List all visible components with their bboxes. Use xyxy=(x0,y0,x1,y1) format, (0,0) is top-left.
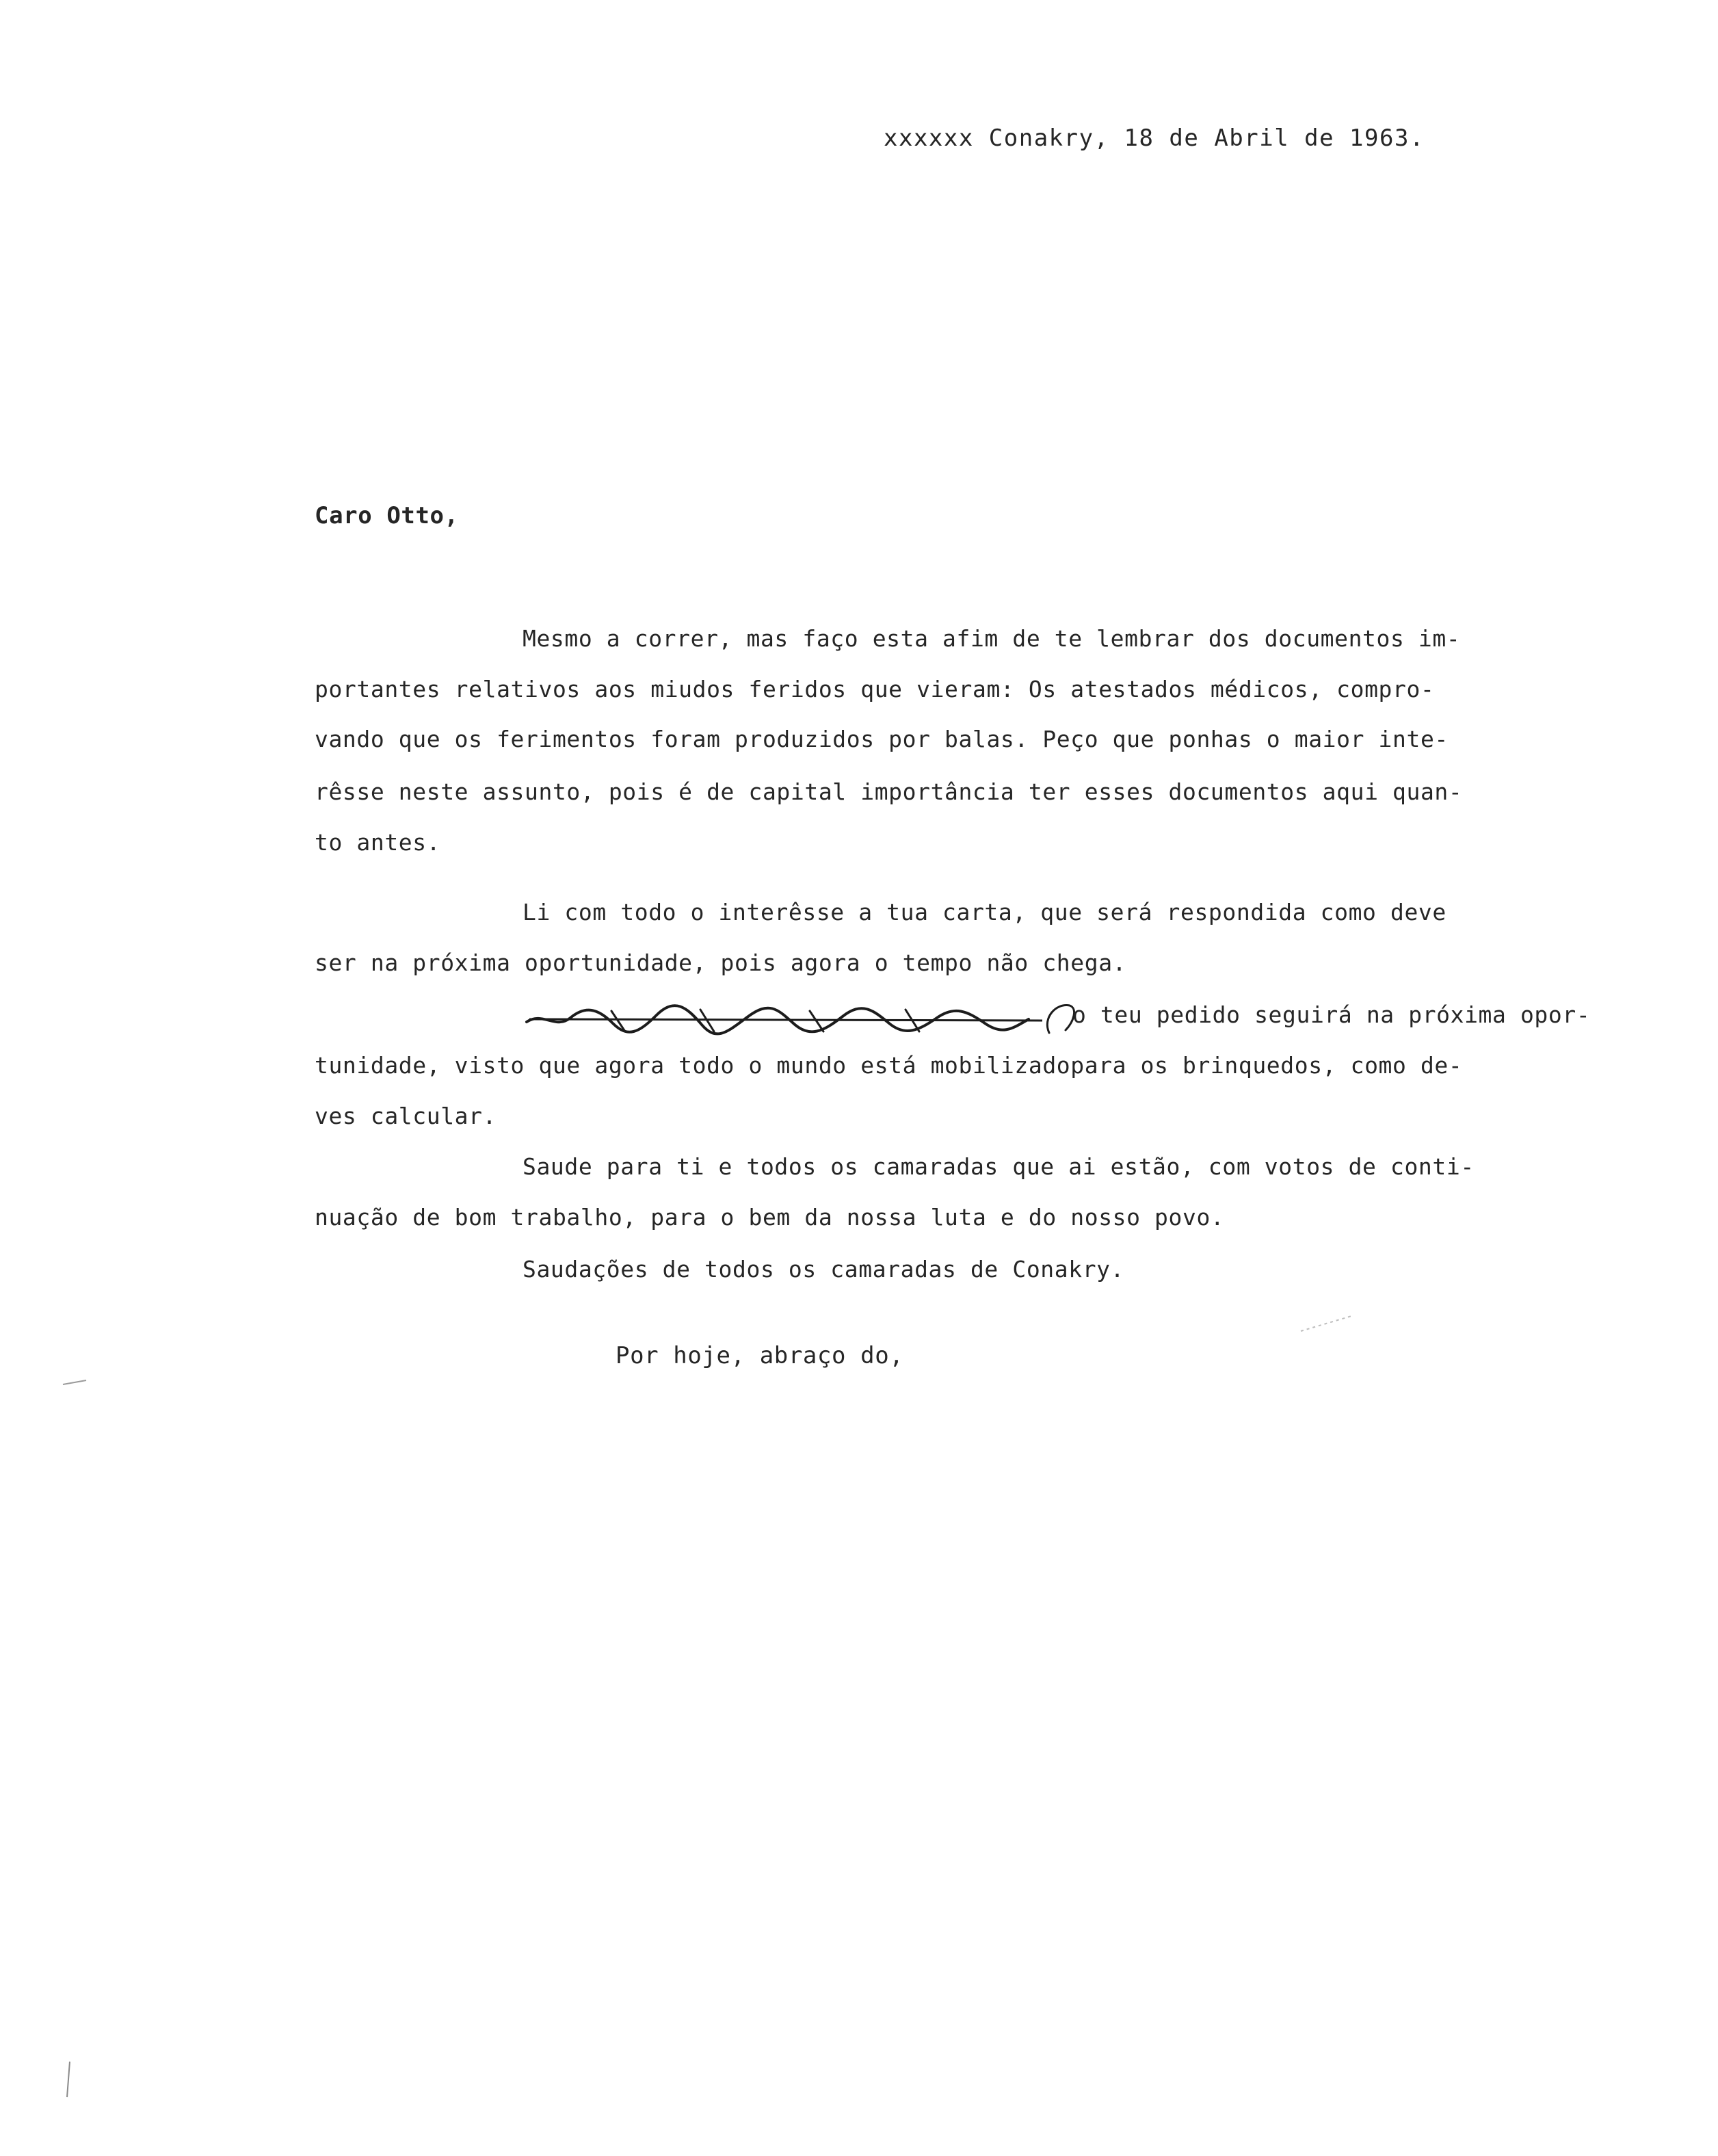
paragraph-1-line-2: portantes relativos aos miudos feridos que vieram: Os atestados médicos, compro- xyxy=(315,676,1435,702)
paragraph-1-line-5: to antes. xyxy=(315,829,441,856)
paragraph-4-line-1: Saude para ti e todos os camaradas que ai estão, com votos de conti- xyxy=(523,1153,1475,1180)
paragraph-1-line-4: rêsse neste assunto, pois é de capital importância ter esses documentos aqui quan- xyxy=(315,778,1463,805)
paragraph-5-line-1: Saudações de todos os camaradas de Conakry. xyxy=(523,1256,1125,1283)
letter-closing: Por hoje, abraço do, xyxy=(616,1342,904,1369)
paragraph-2-line-1: Li com todo o interêsse a tua carta, que será respondida como deve xyxy=(523,899,1446,925)
scan-edge-mark-lower xyxy=(63,2059,74,2100)
paragraph-1-line-3: vando que os ferimentos foram produzidos por balas. Peço que ponhas o maior inte- xyxy=(315,726,1449,752)
paragraph-3-line-1: o teu pedido seguirá na próxima opor- xyxy=(1072,1001,1591,1028)
paragraph-1-line-1: Mesmo a correr, mas faço esta afim de te lembrar dos documentos im- xyxy=(523,625,1461,652)
paragraph-2-line-2: ser na próxima oportunidade, pois agora o tempo não chega. xyxy=(315,949,1127,976)
scribble-icon xyxy=(523,999,1083,1040)
paragraph-3-line-3: ves calcular. xyxy=(315,1103,497,1129)
paragraph-4-line-2: nuação de bom trabalho, para o bem da nossa luta e do nosso povo. xyxy=(315,1204,1225,1231)
letter-salutation: Caro Otto, xyxy=(315,502,459,529)
scan-speck-mark xyxy=(1299,1313,1354,1334)
paragraph-3-line-2: tunidade, visto que agora todo o mundo está mobilizadopara os brinquedos, como de- xyxy=(315,1052,1463,1079)
letter-dateline: xxxxxx Conakry, 18 de Abril de 1963. xyxy=(884,124,1425,152)
scan-edge-mark xyxy=(62,1375,89,1389)
